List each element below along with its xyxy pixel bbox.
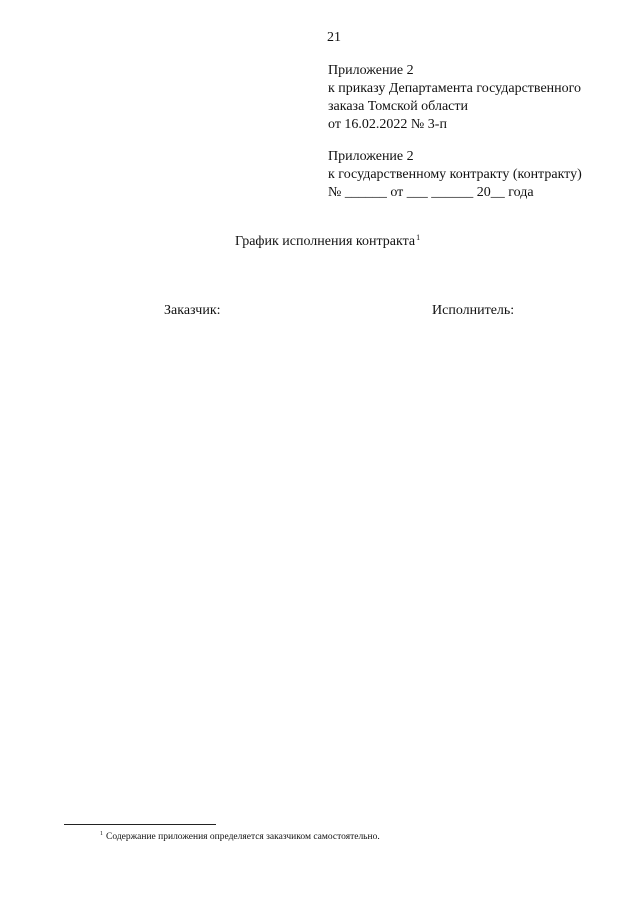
footnote-mark: 1 (100, 831, 103, 837)
footnote (100, 831, 380, 842)
appendix-contract-line: к государственному контракту (контракту) (328, 167, 582, 182)
appendix-contract-line: № ______ от ___ ______ 20__ года (328, 185, 534, 200)
footnote-separator (64, 824, 216, 825)
appendix-order-line: от 16.02.2022 № 3-п (328, 117, 447, 132)
appendix-order-header (328, 62, 581, 134)
executor-label: Исполнитель: (432, 303, 515, 318)
title-footnote-mark: 1 (416, 233, 421, 242)
document-title-text: График исполнения контракта (235, 234, 416, 249)
page-number: 21 (327, 30, 341, 45)
appendix-contract-line: Приложение 2 (328, 149, 414, 164)
customer-label: Заказчик: (164, 303, 221, 318)
document-title (235, 233, 420, 250)
appendix-contract-header (328, 148, 582, 202)
footnote-text: Содержание приложения определяется заказчиком самостоятельно. (106, 832, 380, 842)
appendix-order-line: к приказу Департамента государственного (328, 81, 582, 96)
appendix-order-line: Приложение 2 (328, 63, 414, 78)
appendix-order-line: заказа Томской области (328, 99, 468, 114)
